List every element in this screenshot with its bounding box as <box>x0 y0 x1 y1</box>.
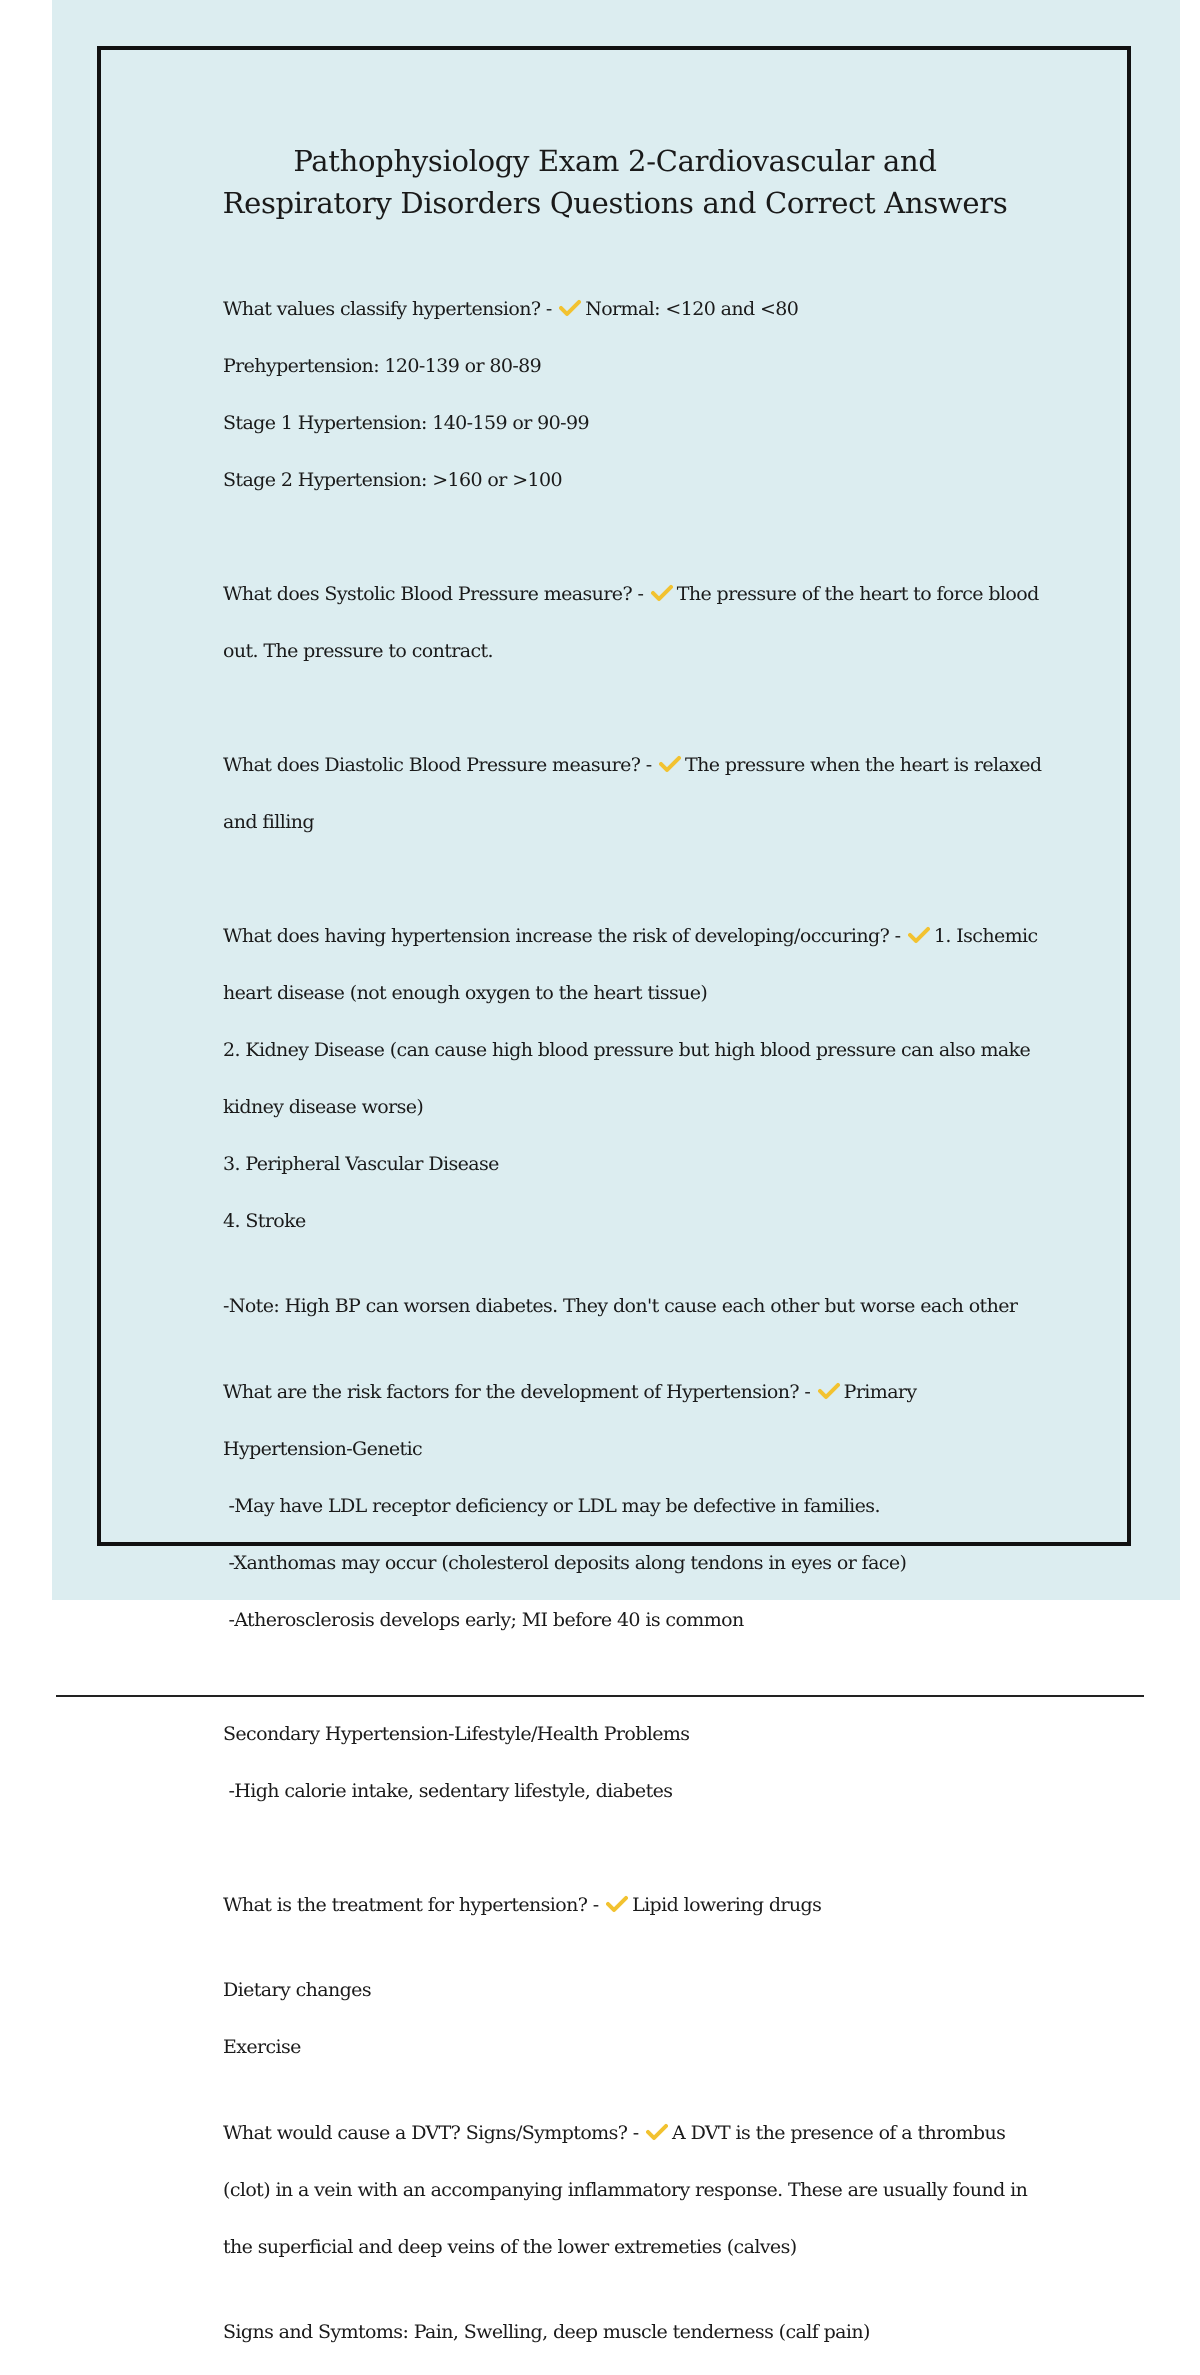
qa-item <box>223 1349 1023 1663</box>
answer-line: 4. Stroke <box>223 1209 306 1232</box>
answer-line: heart disease (not enough oxygen to the heart tissue) <box>223 981 708 1004</box>
answer-line: kidney disease worse) <box>223 1095 424 1118</box>
footer-divider <box>56 1695 1144 1697</box>
answer-text: 1. Ischemic <box>933 924 1038 947</box>
answer-line: Prehypertension: 120-139 or 80-89 <box>223 354 542 377</box>
answer-line: 2. Kidney Disease (can cause high blood pressure but high blood pressure can also make <box>223 1038 1031 1061</box>
qa-item <box>223 551 1039 694</box>
answer-line: (clot) in a vein with an accompanying inflammatory response. These are usually found in <box>223 2178 1028 2201</box>
answer-line: -Xanthomas may occur (cholesterol deposits along tendons in eyes or face) <box>223 1551 907 1574</box>
checkmark-icon <box>559 299 581 317</box>
answer-text: Primary <box>843 1380 917 1403</box>
answer-text: A DVT is the presence of a thrombus <box>672 2121 1006 2144</box>
answer-line: Hypertension-Genetic <box>223 1437 423 1460</box>
answer-line: Stage 2 Hypertension: >160 or >100 <box>223 468 562 491</box>
answer-text: Lipid lowering drugs <box>632 1893 822 1916</box>
question-text: What does having hypertension increase the risk of developing/occuring? - <box>223 924 901 947</box>
checkmark-icon <box>818 1382 840 1400</box>
question-text: What are the risk factors for the development of Hypertension? - <box>223 1380 811 1403</box>
title-line-2: Respiratory Disorders Questions and Correct Answers <box>222 186 1008 220</box>
answer-line: Secondary Hypertension-Lifestyle/Health Problems <box>223 1722 690 1745</box>
checkmark-icon <box>606 1895 628 1913</box>
question-text: What does Systolic Blood Pressure measure? - <box>223 582 644 605</box>
answer-line: Stage 1 Hypertension: 140-159 or 90-99 <box>223 411 589 434</box>
signs-text: Signs and Symtoms: Pain, Swelling, deep muscle tenderness (calf pain) <box>223 2321 870 2343</box>
question-text: What would cause a DVT? Signs/Symptoms? - <box>223 2121 639 2144</box>
qa-item <box>223 1862 1023 1948</box>
answer-line: the superficial and deep veins of the lower extremeties (calves) <box>223 2235 797 2258</box>
qa-item <box>223 893 1038 1264</box>
answer-line: -Atherosclerosis develops early; MI before 40 is common <box>223 1608 744 1631</box>
document-title <box>180 140 1050 224</box>
question-text: What does Diastolic Blood Pressure measure? - <box>223 753 652 776</box>
answer-line: -May have LDL receptor deficiency or LDL may be defective in families. <box>223 1494 880 1517</box>
answer-line: out. The pressure to contract. <box>223 639 493 662</box>
question-text: What is the treatment for hypertension? - <box>223 1893 599 1916</box>
question-text: What values classify hypertension? - <box>223 297 552 320</box>
checkmark-icon <box>651 584 673 602</box>
document-body <box>223 266 1042 2375</box>
title-line-1: Pathophysiology Exam 2-Cardiovascular and <box>293 144 937 178</box>
secondary-hypertension <box>223 1691 1023 1834</box>
qa-item <box>223 266 1023 523</box>
checkmark-icon <box>659 755 681 773</box>
answer-line: and filling <box>223 810 314 833</box>
exercise-text: Exercise <box>223 2036 301 2058</box>
note-text: -Note: High BP can worsen diabetes. They don't cause each other but worse each other <box>223 1295 1018 1317</box>
qa-item <box>223 2090 1028 2290</box>
answer-text: Normal: <120 and <80 <box>585 297 799 320</box>
answer-text: The pressure of the heart to force blood <box>676 582 1039 605</box>
answer-line: -High calorie intake, sedentary lifestyle, diabetes <box>223 1779 673 1802</box>
checkmark-icon <box>908 926 930 944</box>
answer-line: 3. Peripheral Vascular Disease <box>223 1152 499 1175</box>
answer-text: The pressure when the heart is relaxed <box>685 753 1042 776</box>
dietary-text: Dietary changes <box>223 1979 371 2001</box>
qa-item <box>223 722 1042 865</box>
checkmark-icon <box>646 2123 668 2141</box>
